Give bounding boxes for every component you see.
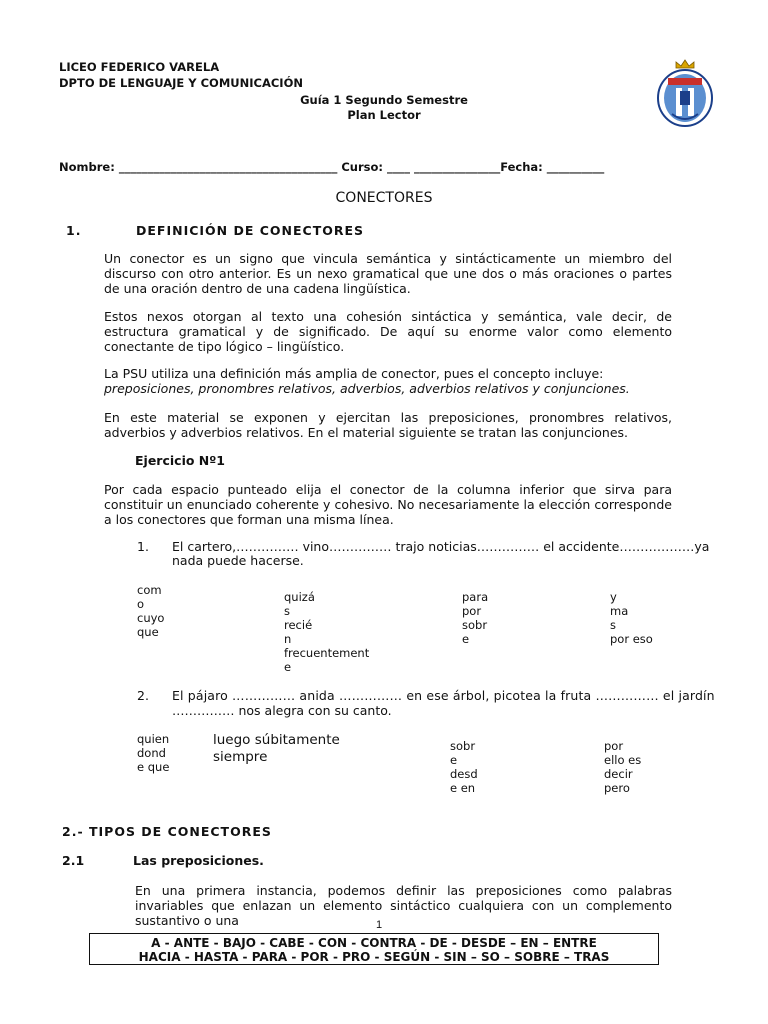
option: ello es (604, 753, 642, 767)
prepositions-line-1: A - ANTE - BAJO - CABE - CON - CONTRA - DE - DESDE – EN – ENTRE (151, 936, 597, 950)
item-1-sentence-line-2: nada puede hacerse. (172, 553, 304, 568)
option: desd (450, 767, 478, 781)
section-1-paragraph-3b: preposiciones, pronombres relativos, adverbios, adverbios relativos y conjunciones. (104, 381, 630, 396)
item-1-options-col-4 (610, 590, 653, 646)
item-2-options-col-4 (604, 739, 641, 795)
option: e (284, 660, 292, 674)
guide-title: Guía 1 Segundo Semestre (300, 93, 468, 107)
item-2-options-col-2 (213, 732, 340, 766)
section-2-1-title-text: Las preposiciones (133, 853, 260, 868)
option: recié (284, 618, 313, 632)
option: frecuentement (284, 646, 370, 660)
item-2-sentence-line-1: El pájaro …………… anida …………… en ese árbol, picotea la fruta …………… el jardín (172, 688, 715, 703)
section-2-1-title: Las preposiciones. (133, 853, 264, 868)
option: sobr (450, 739, 476, 753)
page-number: 1 (376, 919, 383, 931)
option: n (284, 632, 292, 646)
option: cuyo (137, 611, 165, 625)
option: sobr (462, 618, 488, 632)
section-1-paragraph-3a: La PSU utiliza una definición más amplia de conector, pues el concepto incluye: (104, 366, 604, 381)
exercise-title: Ejercicio Nº1 (135, 453, 226, 468)
option: pero (604, 781, 630, 795)
option: decir (604, 767, 633, 781)
option: que (137, 625, 159, 639)
option: luego súbitamente (213, 732, 340, 748)
option: dond (137, 746, 166, 760)
section-2-paragraph-1: En una primera instancia, podemos definir las preposiciones como palabras invariables que enlazan un elemento sintáctico cualquiera con un complemento sustantivo o una (135, 883, 672, 928)
option: quien (137, 732, 170, 746)
plan-title: Plan Lector (347, 108, 421, 122)
section-1-number: 1. (66, 223, 82, 238)
option: por (462, 604, 482, 618)
option: e que (137, 760, 170, 774)
section-1-paragraph-4: En este material se exponen y ejercitan las preposiciones, pronombres relativos, adverbios y adverbios relativos. En el material siguiente se tratan las conjunciones. (104, 410, 672, 440)
section-1-paragraph-2: Estos nexos otorgan al texto una cohesión sintáctica y semántica, vale decir, de estructura gramatical y de significado. De aquí su enorme valor como elemento conectante de tipo lógico – lingüístico. (104, 309, 672, 354)
item-1-options-col-3 (462, 590, 488, 646)
section-2-heading: 2.- TIPOS DE CONECTORES (62, 824, 272, 839)
option: por eso (610, 632, 653, 646)
item-1-sentence-line-1: El cartero,…………… vino…………… trajo noticias…………… el accidente………………ya (172, 539, 710, 554)
option: e en (450, 781, 476, 795)
section-2-1-number: 2.1 (62, 853, 85, 868)
student-form-line[interactable]: Nombre: ______________________________________ Curso: ____ _______________Fecha: __________ (59, 160, 605, 174)
section-1-paragraph-1: Un conector es un signo que vincula semántica y sintácticamente un miembro del discurso con otro anterior. Es un nexo gramatical que une dos o más oraciones o partes de una oración dentro de una cadena lingüística. (104, 251, 672, 296)
item-1-options-col-1 (137, 583, 164, 639)
school-name: LICEO FEDERICO VARELA (59, 60, 220, 74)
option: e (450, 753, 458, 767)
option: s (284, 604, 290, 618)
option: ma (610, 604, 629, 618)
option: e (462, 632, 470, 646)
option: quizá (284, 590, 315, 604)
school-crest-logo (656, 58, 714, 128)
item-2-options-col-3 (450, 739, 478, 795)
prepositions-line-2: HACIA - HASTA - PARA - POR - PRO - SEGÚN - SIN – SO – SOBRE – TRAS (138, 950, 610, 964)
option: s (610, 618, 616, 632)
department-name: DPTO DE LENGUAJE Y COMUNICACIÓN (59, 76, 303, 90)
option: siempre (213, 749, 268, 765)
option: por (604, 739, 624, 753)
option: com (137, 583, 162, 597)
item-1-options-col-2 (284, 590, 369, 674)
document-title: CONECTORES (335, 190, 433, 206)
prepositions-box (89, 933, 659, 965)
section-1-heading: DEFINICIÓN DE CONECTORES (136, 223, 365, 238)
option: y (610, 590, 617, 604)
item-2-sentence-line-2: …………… nos alegra con su canto. (172, 703, 392, 718)
exercise-instructions: Por cada espacio punteado elija el conector de la columna inferior que sirva para constituir un enunciado coherente y cohesivo. No necesariamente la elección corresponde a los conectores que forman una misma línea. (104, 482, 672, 527)
item-1-number: 1. (137, 539, 149, 554)
item-2-number: 2. (137, 688, 149, 703)
option: o (137, 597, 145, 611)
item-2-options-col-1 (137, 732, 169, 774)
option: para (462, 590, 489, 604)
